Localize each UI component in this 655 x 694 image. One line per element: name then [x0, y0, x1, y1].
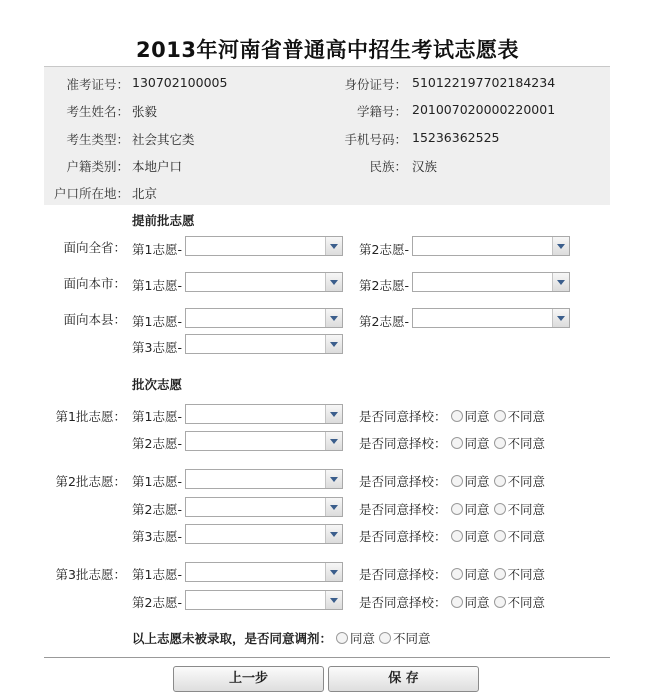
- choice-label: 第2志愿-: [132, 595, 182, 610]
- type-value: 社会其它类: [132, 132, 195, 147]
- type-label: 考生类型：: [66, 132, 129, 147]
- agree-yes-radio[interactable]: [451, 568, 463, 580]
- choice-label: 第1志愿-: [132, 278, 182, 293]
- household-value: 本地户口: [132, 159, 183, 174]
- batch2-choice3-select[interactable]: [185, 524, 343, 544]
- agree-no-radio[interactable]: [494, 503, 506, 515]
- household-label: 户籍类别：: [66, 159, 129, 174]
- adjust-yes-radio[interactable]: [336, 632, 348, 644]
- city-choice2-select[interactable]: [412, 272, 570, 292]
- phone-value: 15236362525: [412, 130, 500, 145]
- batch2-choice1-select[interactable]: [185, 469, 343, 489]
- batch1-choice2-select[interactable]: [185, 431, 343, 451]
- agree-no-radio[interactable]: [494, 475, 506, 487]
- choice-label: 第1志愿-: [132, 409, 182, 424]
- chevron-down-icon: [325, 432, 342, 450]
- save-button[interactable]: 保 存: [328, 666, 479, 692]
- page-title: 2013年河南省普通高中招生考试志愿表: [136, 38, 519, 62]
- chevron-down-icon: [325, 591, 342, 609]
- agree-no-radio[interactable]: [494, 437, 506, 449]
- chevron-down-icon: [325, 309, 342, 327]
- chevron-down-icon: [325, 470, 342, 488]
- batch2-label: 第2批志愿：: [55, 474, 126, 489]
- batch3-label: 第3批志愿：: [55, 567, 126, 582]
- choice-label: 第1志愿-: [132, 314, 182, 329]
- choice-label: 第1志愿-: [132, 474, 182, 489]
- chevron-down-icon: [552, 309, 569, 327]
- agree-yes-radio[interactable]: [451, 596, 463, 608]
- agree-no-radio[interactable]: [494, 596, 506, 608]
- agree-yes-radio[interactable]: [451, 437, 463, 449]
- batch3-choice1-select[interactable]: [185, 562, 343, 582]
- chevron-down-icon: [325, 563, 342, 581]
- hukou-location-label: 户口所在地：: [53, 186, 129, 201]
- agree-no-radio[interactable]: [494, 568, 506, 580]
- prev-step-button[interactable]: 上一步: [173, 666, 324, 692]
- chevron-down-icon: [325, 237, 342, 255]
- choice-label: 第2志愿-: [132, 502, 182, 517]
- county-choice3-select[interactable]: [185, 334, 343, 354]
- agree-row: 是否同意择校： 同意 不同意: [359, 595, 546, 610]
- hukou-location-value: 北京: [132, 186, 158, 201]
- choice-label: 第1志愿-: [132, 242, 182, 257]
- id-value: 510122197702184234: [412, 75, 556, 90]
- chevron-down-icon: [325, 525, 342, 543]
- province-label: 面向全省：: [63, 240, 126, 255]
- choice-label: 第2志愿-: [359, 278, 409, 293]
- city-label: 面向本市：: [63, 276, 126, 291]
- early-batch-title: 提前批志愿: [132, 213, 195, 228]
- agree-no-radio[interactable]: [494, 530, 506, 542]
- choice-label: 第2志愿-: [132, 436, 182, 451]
- batch-title: 批次志愿: [132, 377, 183, 392]
- agree-no-radio[interactable]: [494, 410, 506, 422]
- ethnicity-value: 汉族: [412, 159, 438, 174]
- name-value: 张毅: [132, 104, 158, 119]
- ethnicity-label: 民族：: [369, 159, 407, 174]
- exam-no-value: 130702100005: [132, 75, 228, 90]
- chevron-down-icon: [325, 273, 342, 291]
- agree-row: 是否同意择校： 同意 不同意: [359, 474, 546, 489]
- county-choice1-select[interactable]: [185, 308, 343, 328]
- agree-row: 是否同意择校： 同意 不同意: [359, 567, 546, 582]
- province-choice1-select[interactable]: [185, 236, 343, 256]
- batch1-label: 第1批志愿：: [55, 409, 126, 424]
- county-label: 面向本县：: [63, 312, 126, 327]
- exam-no-label: 准考证号：: [66, 77, 129, 92]
- choice-label: 第2志愿-: [359, 242, 409, 257]
- divider: [44, 657, 610, 658]
- batch3-choice2-select[interactable]: [185, 590, 343, 610]
- agree-row: 是否同意择校： 同意 不同意: [359, 529, 546, 544]
- county-choice2-select[interactable]: [412, 308, 570, 328]
- batch1-choice1-select[interactable]: [185, 404, 343, 424]
- choice-label: 第1志愿-: [132, 567, 182, 582]
- agree-row: 是否同意择校： 同意 不同意: [359, 502, 546, 517]
- choice-label: 第2志愿-: [359, 314, 409, 329]
- chevron-down-icon: [552, 273, 569, 291]
- adjust-no-radio[interactable]: [379, 632, 391, 644]
- student-info-panel: [44, 66, 610, 205]
- student-no-label: 学籍号：: [356, 104, 407, 119]
- chevron-down-icon: [552, 237, 569, 255]
- agree-yes-radio[interactable]: [451, 530, 463, 542]
- city-choice1-select[interactable]: [185, 272, 343, 292]
- choice-label: 第3志愿-: [132, 340, 182, 355]
- agree-row: 是否同意择校： 同意 不同意: [359, 436, 546, 451]
- student-no-value: 201007020000220001: [412, 102, 556, 117]
- agree-yes-radio[interactable]: [451, 410, 463, 422]
- agree-yes-radio[interactable]: [451, 475, 463, 487]
- adjustment-row: 以上志愿未被录取，是否同意调剂： 同意 不同意: [132, 631, 431, 646]
- chevron-down-icon: [325, 405, 342, 423]
- chevron-down-icon: [325, 335, 342, 353]
- province-choice2-select[interactable]: [412, 236, 570, 256]
- phone-label: 手机号码：: [344, 132, 407, 147]
- batch2-choice2-select[interactable]: [185, 497, 343, 517]
- agree-row: 是否同意择校： 同意 不同意: [359, 409, 546, 424]
- chevron-down-icon: [325, 498, 342, 516]
- choice-label: 第3志愿-: [132, 529, 182, 544]
- name-label: 考生姓名：: [66, 104, 129, 119]
- agree-yes-radio[interactable]: [451, 503, 463, 515]
- id-label: 身份证号：: [344, 77, 407, 92]
